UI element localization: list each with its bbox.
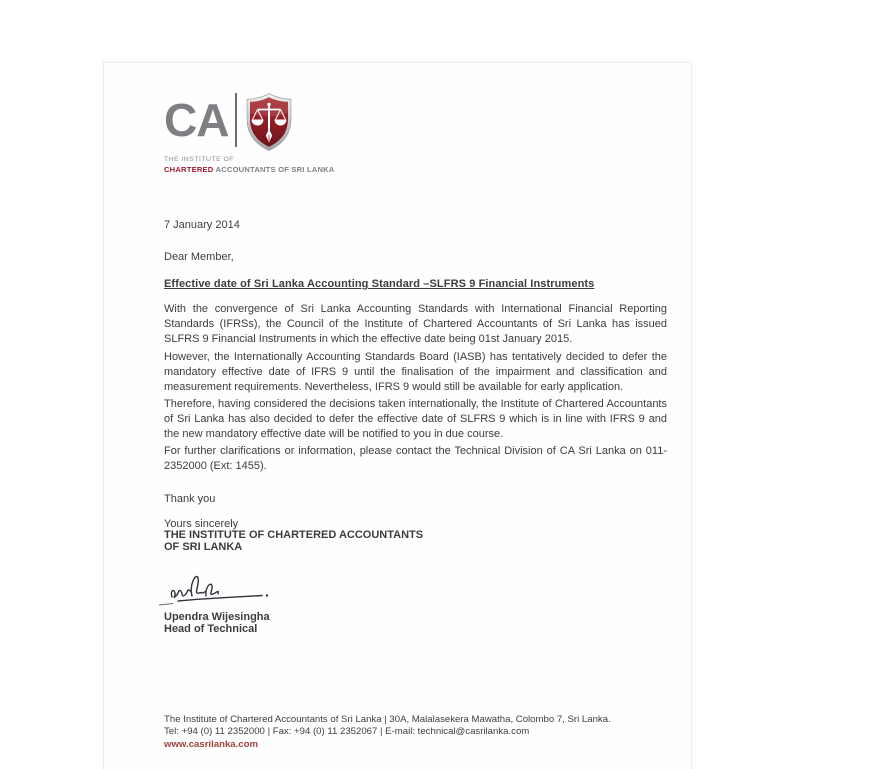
- letter-paragraph-2: However, the Internationally Accounting Standards Board (IASB) has tentatively decided to defer the mandatory effective date of IFRS 9 until the finalisation of the impairment and classification and measurement requirements. Nevertheless, IFRS 9 would still be available for early application.: [164, 351, 667, 394]
- signer-name: Upendra Wijesingha: [164, 611, 270, 623]
- logo-row: [164, 92, 335, 152]
- scales-shield-icon: [244, 92, 294, 152]
- letter-salutation: Dear Member,: [164, 251, 234, 263]
- handwritten-signature-icon: [156, 569, 286, 613]
- letter-thank-you: Thank you: [164, 493, 216, 505]
- footer-website-link[interactable]: www.casrilanka.com: [164, 738, 259, 750]
- logo-monogram: CA: [164, 94, 229, 146]
- logo-tagline-rest: ACCOUNTANTS OF SRI LANKA: [213, 165, 335, 174]
- logo-tagline-line2: [164, 165, 335, 174]
- org-logo: [164, 92, 335, 174]
- logo-divider-bar: [235, 93, 237, 147]
- letter-org-name-line2: OF SRI LANKA: [164, 541, 243, 553]
- signature-block: [156, 569, 286, 613]
- footer-address-line: The Institute of Chartered Accountants of Sri Lanka | 30A, Malalasekera Mawatha, Colombo 7, Sri Lanka.: [164, 714, 611, 725]
- letter-page: [103, 62, 692, 769]
- footer-contact-line: Tel: +94 (0) 11 2352000 | Fax: +94 (0) 11 2352067 | E-mail: technical@casrilanka.com: [164, 726, 530, 738]
- letter-paragraph-3: Therefore, having considered the decisions taken internationally, the Institute of Chartered Accountants of Sri Lanka has also decided to defer the effective date of SLFRS 9 which is in line with IFRS 9 and the new mandatory effective date will be notified to you in due course.: [164, 398, 667, 441]
- letter-subject: Effective date of Sri Lanka Accounting Standard –SLFRS 9 Financial Instruments: [164, 278, 595, 290]
- letter-org-name-line1: THE INSTITUTE OF CHARTERED ACCOUNTANTS: [164, 529, 424, 541]
- letter-paragraph-4: For further clarifications or information, please contact the Technical Division of CA Sri Lanka on 011-2352000 (Ext: 1455).: [164, 445, 667, 473]
- logo-tagline-line1: THE INSTITUTE OF: [164, 156, 234, 163]
- letter-footer: [164, 714, 684, 751]
- letter-closing: Yours sincerely: [164, 518, 239, 530]
- letter-date: 7 January 2014: [164, 219, 240, 231]
- letter-paragraph-1: With the convergence of Sri Lanka Accounting Standards with International Financial Reporting Standards (IFRSs), the Council of the Institute of Chartered Accountants of Sri Lanka has issued SLFRS 9 Financial Instruments in which the effective date being 01st January 2015.: [164, 303, 667, 346]
- signer-title: Head of Technical: [164, 623, 258, 635]
- logo-tagline-highlight: CHARTERED: [164, 165, 214, 174]
